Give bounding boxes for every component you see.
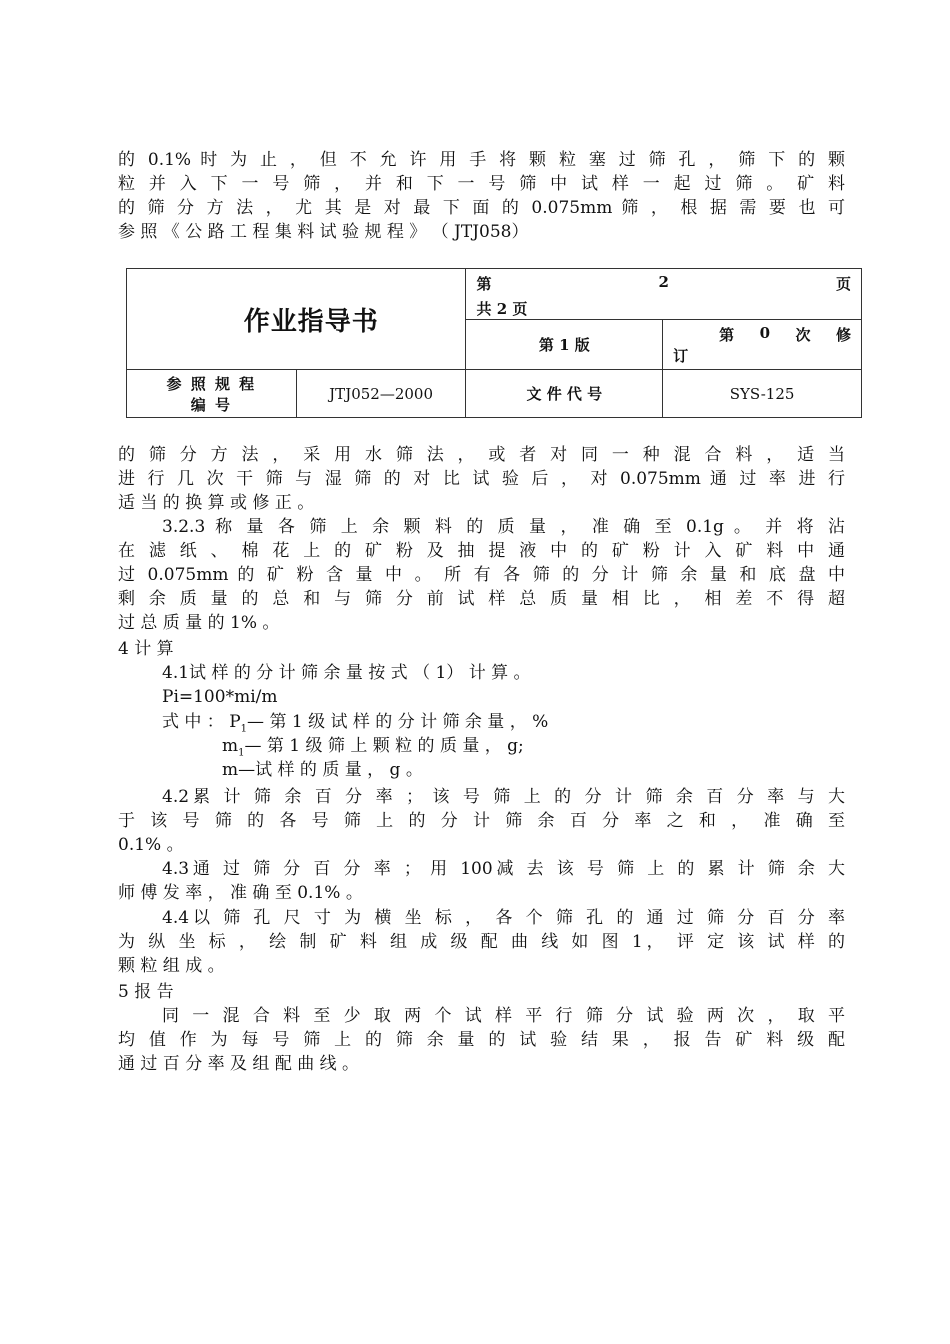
text-line: 均 值 作 为 每 号 筛 上 的 筛 余 量 的 试 验 结 果 ， 报 告 矿 料 级 配: [118, 1030, 845, 1050]
doc-code-label: 文 件 代 号: [466, 370, 663, 418]
revision-cell: [663, 320, 862, 370]
revision-tail: 订: [673, 346, 689, 365]
text-line: 颗 粒 组 成 。: [118, 956, 225, 976]
text-line: 0.1% 。: [118, 835, 184, 855]
text-line: 适 当 的 换 算 或 修 正 。: [118, 493, 315, 513]
total-pages: 共 2 页: [476, 300, 528, 318]
text-line: 师 傅 发 率 ， 准 确 至 0.1% 。: [118, 883, 363, 903]
text-line: 4.3通 过 筛 分 百 分 率 ； 用 100减 去 该 号 筛 上 的 累 计 筛 余 大: [162, 859, 845, 879]
text-line: 粒 并 入 下 一 号 筛 ， 并 和 下 一 号 筛 中 试 样 一 起 过 筛 。 矿 料: [118, 174, 845, 194]
text-line: 进 行 几 次 干 筛 与 湿 筛 的 对 比 试 验 后 ， 对 0.075mm 通 过 率 进 行: [118, 469, 845, 489]
formula-where-m1: $m_1—$ 第 1 级 筛 上 颗 粒 的 质 量 ， g;: [222, 736, 524, 759]
doc-code-value: SYS-125: [663, 370, 862, 418]
document-title: 作业指导书: [127, 269, 466, 370]
text-line: 3.2.3 称 量 各 筛 上 余 颗 料 的 质 量 ， 准 确 至 0.1g 。 并 将 沾: [162, 517, 845, 537]
text-line: 参 照 《 公 路 工 程 集 料 试 验 规 程 》 （ JTJ058）: [118, 222, 529, 242]
revision: 第 0 次 修: [719, 323, 851, 344]
top-paragraph: [118, 148, 845, 244]
document-header-table: [126, 268, 862, 418]
body-paragraph-1: [118, 443, 845, 515]
text-line: 过 0.075mm 的 矿 粉 含 量 中 。 所 有 各 筛 的 分 计 筛 余 量 和 底 盘 中: [118, 565, 845, 585]
section-5-heading: 5 报 告: [118, 982, 174, 1002]
formula: Pi=100*mi/m: [162, 687, 278, 707]
text-line: 过 总 质 量 的 1% 。: [118, 613, 280, 633]
text-line: 4.2累 计 筛 余 百 分 率 ； 该 号 筛 上 的 分 计 筛 余 百 分 率 与 大: [162, 787, 845, 807]
section-3-2-3: [118, 515, 845, 635]
text-line: 于 该 号 筛 的 各 号 筛 上 的 分 计 筛 余 百 分 率 之 和 ， 准 确 至: [118, 811, 845, 831]
page-cell: [466, 269, 862, 320]
text-line: 同 一 混 合 料 至 少 取 两 个 试 样 平 行 筛 分 试 验 两 次 ， 取 平: [162, 1006, 845, 1026]
ref-standard-value: JTJ052—2000: [296, 370, 466, 418]
section-4-3: [118, 857, 845, 905]
section-4-2: [118, 785, 845, 857]
text-line: 通 过 百 分 率 及 组 配 曲 线 。: [118, 1054, 360, 1074]
formula-where-m: m—试 样 的 质 量 ， g 。: [222, 760, 423, 780]
text-line: 为 纵 坐 标 ， 绘 制 矿 料 组 成 级 配 曲 线 如 图 1， 评 定 该 试 样 的: [118, 932, 845, 952]
section-4-1: 4.1试 样 的 分 计 筛 余 量 按 式 （ 1） 计 算 。: [162, 663, 531, 683]
page-number: 第 2 页: [476, 273, 851, 293]
text-line: 的 筛 分 方 法 ， 尤 其 是 对 最 下 面 的 0.075mm 筛 ， 根 据 需 要 也 可: [118, 198, 845, 218]
text-line: 的 筛 分 方 法 ， 采 用 水 筛 法 ， 或 者 对 同 一 种 混 合 料 ， 适 当: [118, 445, 845, 465]
edition: 第 1 版: [466, 320, 663, 370]
section-4-4: [118, 906, 845, 978]
text-line: 剩 余 质 量 的 总 和 与 筛 分 前 试 样 总 质 量 相 比 ， 相 差 不 得 超: [118, 589, 845, 609]
formula-where-p: 式 中 ： $P_1—$ 第 1 级 试 样 的 分 计 筛 余 量 ， %: [162, 712, 549, 735]
text-line: 在 滤 纸 、 棉 花 上 的 矿 粉 及 抽 提 液 中 的 矿 粉 计 入 矿 料 中 通: [118, 541, 845, 561]
section-5-paragraph: [118, 1004, 845, 1076]
text-line: 4.4以 筛 孔 尺 寸 为 横 坐 标 ， 各 个 筛 孔 的 通 过 筛 分 百 分 率: [162, 908, 845, 928]
ref-standard-label: 参 照 规 程 编 号: [127, 370, 297, 418]
text-line: 的 0.1% 时 为 止 ， 但 不 允 许 用 手 将 颗 粒 塞 过 筛 孔 ， 筛 下 的 颗: [118, 150, 845, 170]
section-4-heading: 4 计 算: [118, 639, 174, 659]
